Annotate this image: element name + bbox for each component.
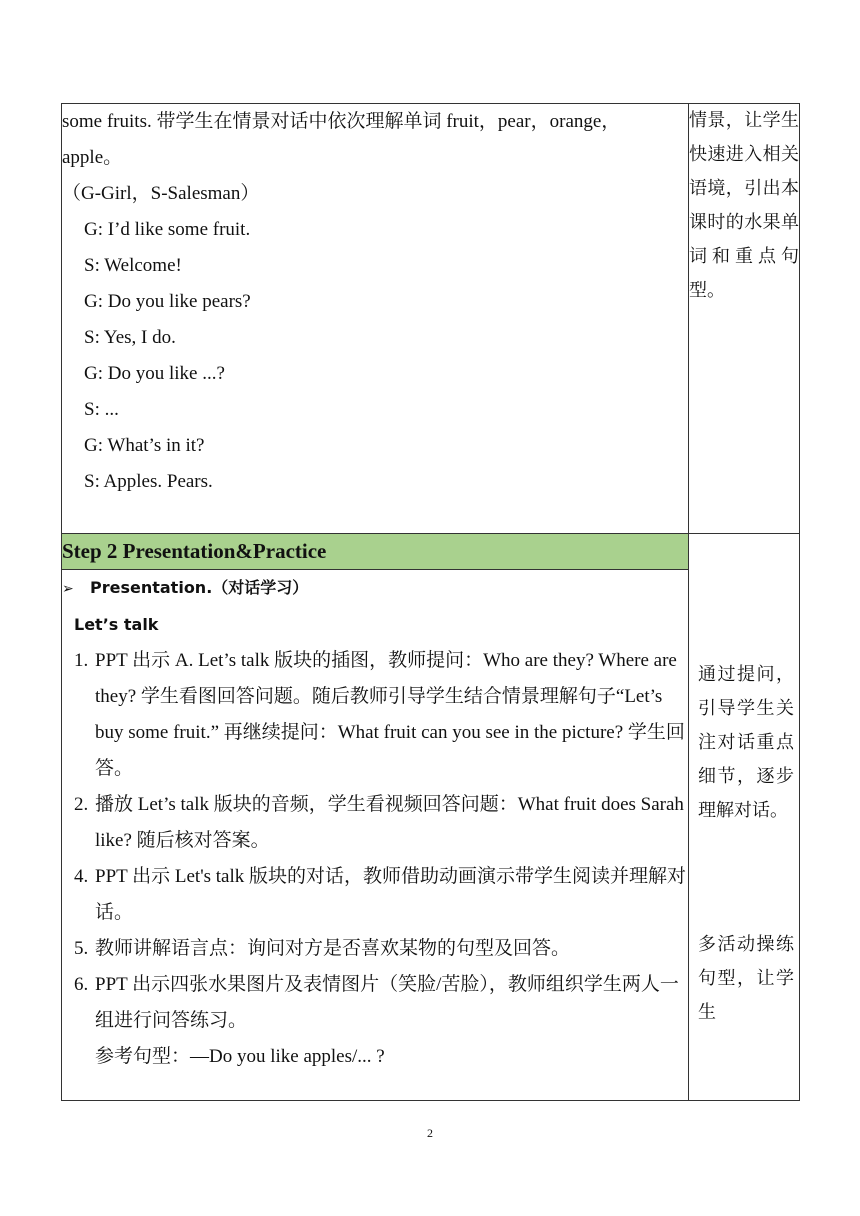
table-row-intro [62,104,800,534]
item-number: 2. [74,794,89,815]
step-heading: Step 2 Presentation&Practice [62,534,689,570]
subheading: Let’s talk [74,615,159,634]
item-number: 1. [74,650,89,671]
text-line: apple。 [62,147,123,168]
purpose-text: 情景，让学生快速进入相关语境，引出本课时的水果单词和重点句型。 [689,110,799,301]
purpose-text: 通过提问，引导学生关注对话重点细节，逐步理解对话。 [698,664,794,821]
list-item [74,643,688,787]
reference-pattern: 参考句型：—Do you like apples/... ? [95,1046,385,1067]
dialogue-line: S: ... [84,399,119,420]
list-item [74,787,688,859]
step-list [62,643,688,1039]
item-text: PPT 出示 Let's talk 版块的对话，教师借助动画演示带学生阅读并理解对话。 [95,866,687,923]
list-item [74,967,688,1039]
list-item [74,931,688,967]
item-number: 4. [74,866,89,887]
bullet-heading [62,570,688,607]
item-number: 5. [74,938,89,959]
dialogue-line: S: Yes, I do. [84,327,176,348]
dialogue-line: S: Apples. Pears. [84,471,213,492]
dialogue-line: G: What’s in it? [84,435,205,456]
purpose-block-2 [689,828,799,1030]
lesson-plan-table [61,103,800,1101]
presentation-cell [62,570,689,1101]
bullet-text: Presentation.（对话学习） [90,578,309,597]
item-text: 教师讲解语言点：询问对方是否喜欢某物的句型及回答。 [95,938,571,959]
table-row-step2-heading [62,534,800,570]
dialogue-line: G: Do you like ...? [84,363,225,384]
intro-main-cell [62,104,689,534]
roles-line: （G-Girl，S-Salesman） [62,183,260,204]
dialogue-line: G: I’d like some fruit. [84,219,251,240]
item-text: PPT 出示四张水果图片及表情图片（笑脸/苦脸），教师组织学生两人一组进行问答练习。 [95,974,679,1031]
purpose-text: 多活动操练句型，让学生 [698,934,794,1023]
step2-purpose-cell [689,534,800,1101]
purpose-block-1 [689,534,799,828]
item-text: 播放 Let’s talk 版块的音频，学生看视频回答问题：What fruit does Sarah like? 随后核对答案。 [95,794,684,851]
dialogue-line: G: Do you like pears? [84,291,251,312]
intro-purpose-cell [689,104,800,534]
item-number: 6. [74,974,89,995]
item-text: PPT 出示 A. Let’s talk 版块的插图，教师提问：Who are they? Where are they? 学生看图回答问题。随后教师引导学生结合情景理解句子“Let’s buy some fruit.” 再继续提问：What fruit can you see in the picture? 学生回答。 [95,650,685,779]
arrow-bullet-icon: ➢ [62,581,74,597]
list-item [74,859,688,931]
dialogue-line: S: Welcome! [84,255,182,276]
page-number: 2 [427,1126,433,1140]
text-line: some fruits. 带学生在情景对话中依次理解单词 fruit，pear，orange， [62,111,621,132]
